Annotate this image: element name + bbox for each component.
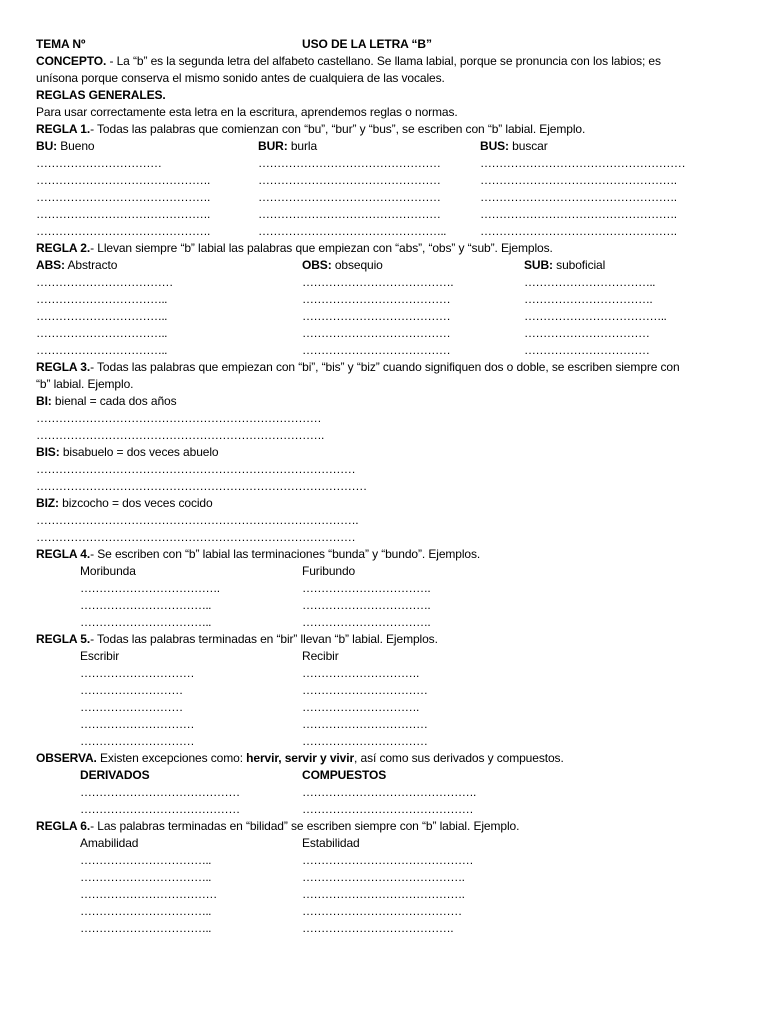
blank-row xyxy=(36,223,736,240)
col-prefix: BUS: xyxy=(480,139,509,153)
answer-blank[interactable]: ……………………………………. xyxy=(302,887,465,901)
answer-blank[interactable]: …………………………….. xyxy=(80,904,211,918)
answer-blank[interactable]: …………………………….. xyxy=(36,292,167,306)
col-header: DERIVADOS xyxy=(80,768,150,782)
regla2-heading xyxy=(36,240,736,257)
regla6-heading xyxy=(36,818,736,835)
answer-blank[interactable]: …………………………….. xyxy=(80,615,211,629)
regla2-col-abs xyxy=(36,257,117,274)
reglas-generales-heading: REGLAS GENERALES. xyxy=(36,88,166,102)
observa-words: hervir, servir y vivir xyxy=(246,751,355,765)
answer-blank[interactable]: …………………………… xyxy=(36,156,162,170)
header-line xyxy=(36,36,736,53)
regla6-columns xyxy=(36,835,736,852)
answer-blank[interactable]: …………………………. xyxy=(302,700,419,714)
tema-label: TEMA Nº xyxy=(36,37,86,51)
col-prefix: SUB: xyxy=(524,258,553,272)
blank-row xyxy=(36,580,736,597)
answer-blank[interactable]: ………………………………………. xyxy=(36,173,210,187)
answer-blank[interactable]: ………………………………………………………………… xyxy=(36,411,322,425)
col-header: Estabilidad xyxy=(302,836,360,850)
col-header: Escribir xyxy=(80,649,120,663)
regla5-label: REGLA 5. xyxy=(36,632,91,646)
regla5-text: - Todas las palabras terminadas en “bir” llevan “b” labial. Ejemplos. xyxy=(90,632,438,646)
observa-text-2: , así como sus derivados y compuestos. xyxy=(354,751,564,765)
answer-blank[interactable]: …………………………….. xyxy=(80,921,211,935)
answer-blank[interactable]: ……………………………………………. xyxy=(480,173,677,187)
concepto-text-1: - La “b” es la segunda letra del alfabeto castellano. Se llama labial, porque se pronuncia con los labios; es xyxy=(106,54,661,68)
regla4-heading xyxy=(36,546,736,563)
answer-blank[interactable]: …………………………………… xyxy=(80,785,240,799)
answer-blank[interactable]: ………………………………………….. xyxy=(258,224,446,238)
answer-blank[interactable]: …………………………………… xyxy=(302,904,462,918)
col-example: burla xyxy=(287,139,318,153)
blank-row xyxy=(36,665,736,682)
regla1-col-bu xyxy=(36,138,94,155)
col-header: Amabilidad xyxy=(80,836,139,850)
blank-row xyxy=(36,733,736,750)
page-title: USO DE LA LETRA “B” xyxy=(302,37,432,51)
biz-prefix: BIZ: xyxy=(36,496,59,510)
blank-row xyxy=(36,172,736,189)
answer-blank[interactable]: ……………………………….. xyxy=(524,309,667,323)
col-prefix: ABS: xyxy=(36,258,65,272)
blank-row xyxy=(36,682,736,699)
blank-row xyxy=(36,291,736,308)
answer-blank[interactable]: …………………………… xyxy=(524,326,650,340)
answer-blank[interactable]: …………………………….. xyxy=(36,343,167,357)
answer-blank[interactable]: ……………………… xyxy=(80,683,183,697)
regla1-label: REGLA 1. xyxy=(36,122,91,136)
blank-row xyxy=(36,699,736,716)
regla3-label: REGLA 3. xyxy=(36,360,91,374)
answer-blank[interactable]: ………………………………. xyxy=(80,581,220,595)
blank-row xyxy=(36,325,736,342)
col-prefix: BUR: xyxy=(258,139,288,153)
concepto-text-2: unísona porque conserva el mismo sonido antes de cualquiera de las vocales. xyxy=(36,71,445,85)
concepto-label: CONCEPTO. xyxy=(36,54,107,68)
col-example: Bueno xyxy=(57,139,95,153)
answer-blank[interactable]: …………………………….. xyxy=(80,853,211,867)
answer-blank[interactable]: …………………………………………………………………………… xyxy=(36,479,367,493)
answer-blank[interactable]: …………………………….. xyxy=(524,275,655,289)
blank-row xyxy=(36,920,736,937)
blank-row xyxy=(36,597,736,614)
regla1-heading xyxy=(36,121,736,138)
answer-blank[interactable]: …………………………… xyxy=(302,717,428,731)
col-header: Recibir xyxy=(302,649,339,663)
answer-blank[interactable]: …………………………. xyxy=(302,666,419,680)
answer-blank[interactable]: ………………………………… xyxy=(302,326,451,340)
regla1-columns xyxy=(36,138,736,155)
regla4-text: - Se escriben con “b” labial las terminaciones “bunda” y “bundo”. Ejemplos. xyxy=(90,547,481,561)
answer-blank[interactable]: …………………………….. xyxy=(36,309,167,323)
col-prefix: BU: xyxy=(36,139,58,153)
answer-blank[interactable]: …………………………………………………………………. xyxy=(36,428,324,442)
col-example: buscar xyxy=(508,139,548,153)
regla3-text-2: “b” labial. Ejemplo. xyxy=(36,377,134,391)
bi-prefix: BI: xyxy=(36,394,52,408)
blank-row xyxy=(36,155,736,172)
bi-example: bienal = cada dos años xyxy=(51,394,177,408)
answer-blank[interactable]: ………………………………………… xyxy=(258,156,441,170)
answer-blank[interactable]: …………………………….. xyxy=(80,598,211,612)
bis-prefix: BIS: xyxy=(36,445,60,459)
answer-blank[interactable]: ………………………………………. xyxy=(302,785,476,799)
answer-blank[interactable]: ………………………………………… xyxy=(258,173,441,187)
col-header: Moribunda xyxy=(80,564,136,578)
col-example: obsequio xyxy=(331,258,383,272)
answer-blank[interactable]: ………………………………………… xyxy=(258,207,441,221)
answer-blank[interactable]: …………………………… xyxy=(302,734,428,748)
regla2-label: REGLA 2. xyxy=(36,241,91,255)
blank-row xyxy=(36,716,736,733)
answer-blank[interactable]: ……………………………………. xyxy=(302,870,465,884)
regla1-text: - Todas las palabras que comienzan con “bu”, “bur” y “bus”, se escriben con “b” labial. Ejemplo. xyxy=(90,122,586,136)
worksheet xyxy=(36,36,736,937)
answer-blank[interactable]: …………………………….. xyxy=(80,870,211,884)
regla3-text-1: - Todas las palabras que empiezan con “bi”, “bis” y “biz” cuando signifiquen dos o doble, se escriben siempre con xyxy=(90,360,680,374)
answer-blank[interactable]: ……………………………… xyxy=(36,275,173,289)
concepto-line-1 xyxy=(36,53,736,70)
blank-row xyxy=(36,886,736,903)
regla3-heading xyxy=(36,359,736,376)
answer-blank[interactable]: ……………………………. xyxy=(302,598,431,612)
answer-blank[interactable]: ……………………… xyxy=(80,700,183,714)
answer-blank[interactable]: ………………………………………… xyxy=(258,190,441,204)
answer-blank[interactable]: …………………………… xyxy=(524,343,650,357)
regla2-col-obs xyxy=(302,257,383,274)
answer-blank[interactable]: ………………………………… xyxy=(302,309,451,323)
answer-blank[interactable]: ………………………………… xyxy=(302,292,451,306)
regla1-col-bus xyxy=(480,138,548,155)
blank-row xyxy=(36,274,736,291)
answer-blank[interactable]: ……………………………… xyxy=(80,887,217,901)
bis-example: bisabuelo = dos veces abuelo xyxy=(59,445,219,459)
regla2-text: - Llevan siempre “b” labial las palabras que empiezan con “abs”, “obs” y “sub”. Ejemplos. xyxy=(90,241,553,255)
blank-row xyxy=(36,342,736,359)
answer-blank[interactable]: ……………………………. xyxy=(302,615,431,629)
answer-blank[interactable]: ……………………………. xyxy=(524,292,653,306)
blank-row xyxy=(36,903,736,920)
regla2-col-sub xyxy=(524,257,605,274)
answer-blank[interactable]: …………………………………… xyxy=(80,802,240,816)
answer-blank[interactable]: ………………………………… xyxy=(302,343,451,357)
col-example: suboficial xyxy=(552,258,606,272)
col-prefix: OBS: xyxy=(302,258,332,272)
regla6-label: REGLA 6. xyxy=(36,819,91,833)
blank-row xyxy=(36,206,736,223)
blank-row xyxy=(36,614,736,631)
answer-blank[interactable]: ………………………………………. xyxy=(36,190,210,204)
blank-row xyxy=(36,801,736,818)
answer-blank[interactable]: ……………………………………………. xyxy=(480,224,677,238)
answer-blank[interactable]: …………………………………. xyxy=(302,921,453,935)
answer-blank[interactable]: ……………………………………………. xyxy=(480,207,677,221)
answer-blank[interactable]: …………………………………………………………………………. xyxy=(36,513,358,527)
regla2-columns xyxy=(36,257,736,274)
blank-row xyxy=(36,869,736,886)
biz-example: bizcocho = dos veces cocido xyxy=(58,496,213,510)
answer-blank[interactable]: ……………………………………… xyxy=(302,853,474,867)
answer-blank[interactable]: ………………………………………. xyxy=(36,224,210,238)
regla3-biz xyxy=(36,495,736,512)
answer-blank[interactable]: ……………………………. xyxy=(302,581,431,595)
answer-blank[interactable]: ………………………… xyxy=(80,666,195,680)
answer-blank[interactable]: ………………………… xyxy=(80,717,195,731)
answer-blank[interactable]: ………………………… xyxy=(80,734,195,748)
col-header: COMPUESTOS xyxy=(302,768,387,782)
answer-blank[interactable]: …………………………… xyxy=(302,683,428,697)
answer-blank[interactable]: ……………………………………………. xyxy=(480,190,677,204)
col-example: Abstracto xyxy=(64,258,118,272)
blank-row xyxy=(36,852,736,869)
observa-text: Existen excepciones como: xyxy=(96,751,247,765)
regla4-columns xyxy=(36,563,736,580)
regla6-text: - Las palabras terminadas en “bilidad” se escriben siempre con “b” labial. Ejemplo. xyxy=(90,819,520,833)
answer-blank[interactable]: …………………………………. xyxy=(302,275,453,289)
answer-blank[interactable]: ………………………………………………………………………… xyxy=(36,462,356,476)
answer-blank[interactable]: ……………………………………………… xyxy=(480,156,686,170)
regla1-col-bur xyxy=(258,138,317,155)
blank-row xyxy=(36,308,736,325)
regla3-bis xyxy=(36,444,736,461)
answer-blank[interactable]: …………………………….. xyxy=(36,326,167,340)
col-header: Furibundo xyxy=(302,564,356,578)
observa-line xyxy=(36,750,736,767)
answer-blank[interactable]: ……………………………………… xyxy=(302,802,474,816)
observa-columns xyxy=(36,767,736,784)
reglas-generales-text: Para usar correctamente esta letra en la escritura, aprendemos reglas o normas. xyxy=(36,105,458,119)
answer-blank[interactable]: ………………………………………. xyxy=(36,207,210,221)
regla4-label: REGLA 4. xyxy=(36,547,91,561)
blank-row xyxy=(36,189,736,206)
regla5-heading xyxy=(36,631,736,648)
answer-blank[interactable]: ………………………………………………………………………… xyxy=(36,530,356,544)
observa-label: OBSERVA. xyxy=(36,751,97,765)
regla3-bi xyxy=(36,393,736,410)
blank-row xyxy=(36,784,736,801)
regla5-columns xyxy=(36,648,736,665)
